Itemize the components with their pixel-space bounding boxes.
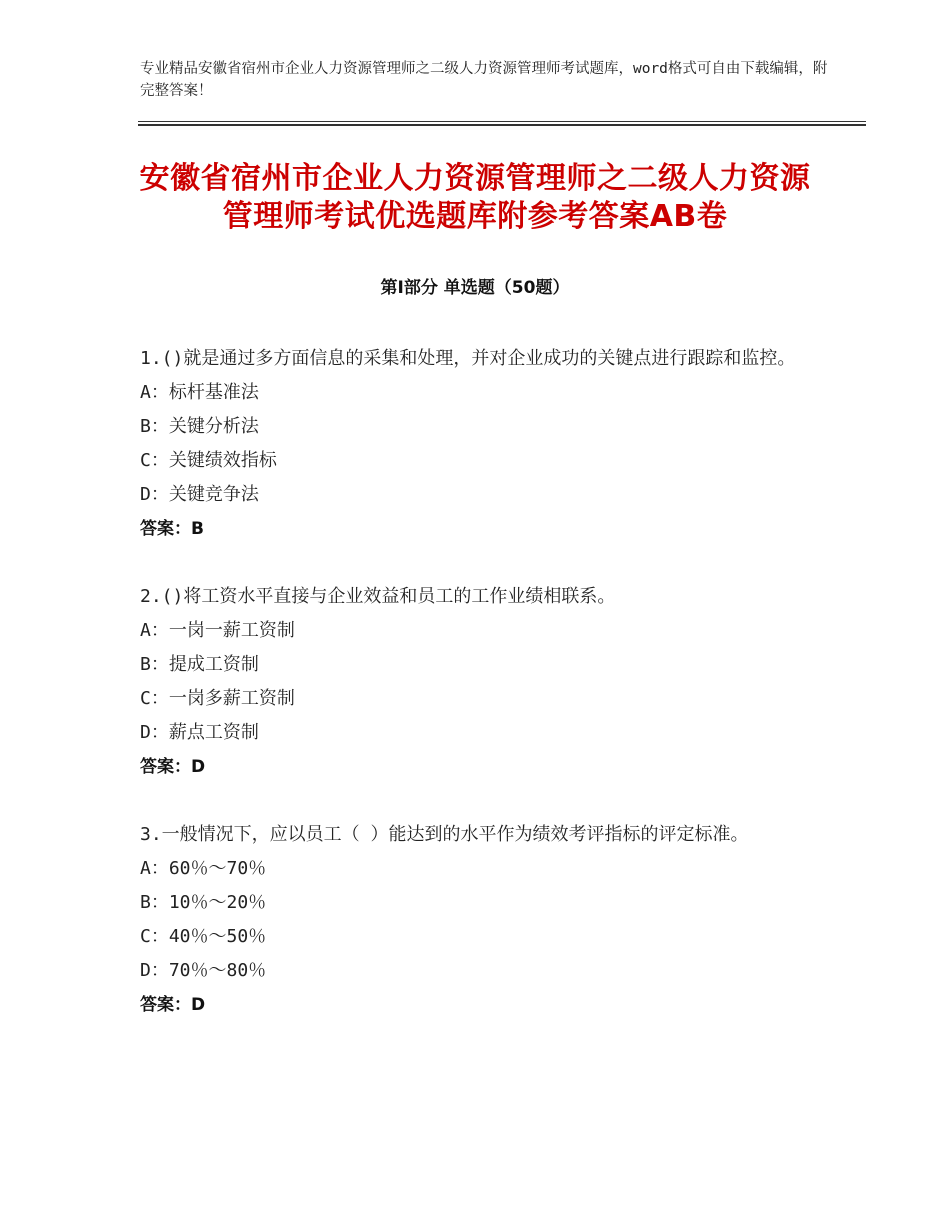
answer: 答案：D <box>140 995 206 1015</box>
option-c: C：关键绩效指标 <box>140 450 277 471</box>
question-3 <box>140 818 820 1022</box>
header-note: 专业精品安徽省宿州市企业人力资源管理师之二级人力资源管理师考试题库，word格式可自由下载编辑，附完整答案！ <box>140 61 828 99</box>
option-d: D：关键竞争法 <box>140 484 259 505</box>
answer: 答案：D <box>140 757 206 777</box>
option-b: B：提成工资制 <box>140 654 259 675</box>
header-divider-thick <box>138 124 866 126</box>
question-stem: 1.()就是通过多方面信息的采集和处理，并对企业成功的关键点进行跟踪和监控。 <box>140 348 796 369</box>
option-c: C：40％～50％ <box>140 926 267 947</box>
option-b: B：关键分析法 <box>140 416 259 437</box>
option-c: C：一岗多薪工资制 <box>140 688 295 709</box>
question-1 <box>140 342 820 546</box>
option-d: D：薪点工资制 <box>140 722 259 743</box>
document-title: 安徽省宿州市企业人力资源管理师之二级人力资源管理师考试优选题库附参考答案AB卷 <box>139 161 811 234</box>
option-a: A：标杆基准法 <box>140 382 259 403</box>
question-stem: 3.一般情况下，应以员工（ ）能达到的水平作为绩效考评指标的评定标准。 <box>140 824 749 845</box>
section-heading: 第Ⅰ部分 单选题（50题） <box>380 278 570 298</box>
question-list <box>140 342 820 1056</box>
answer: 答案：B <box>140 519 204 539</box>
header-divider-thin <box>138 121 866 122</box>
option-d: D：70％～80％ <box>140 960 267 981</box>
option-a: A：60％～70％ <box>140 858 267 879</box>
question-stem: 2.()将工资水平直接与企业效益和员工的工作业绩相联系。 <box>140 586 616 607</box>
question-2 <box>140 580 820 784</box>
option-b: B：10％～20％ <box>140 892 267 913</box>
option-a: A：一岗一薪工资制 <box>140 620 295 641</box>
